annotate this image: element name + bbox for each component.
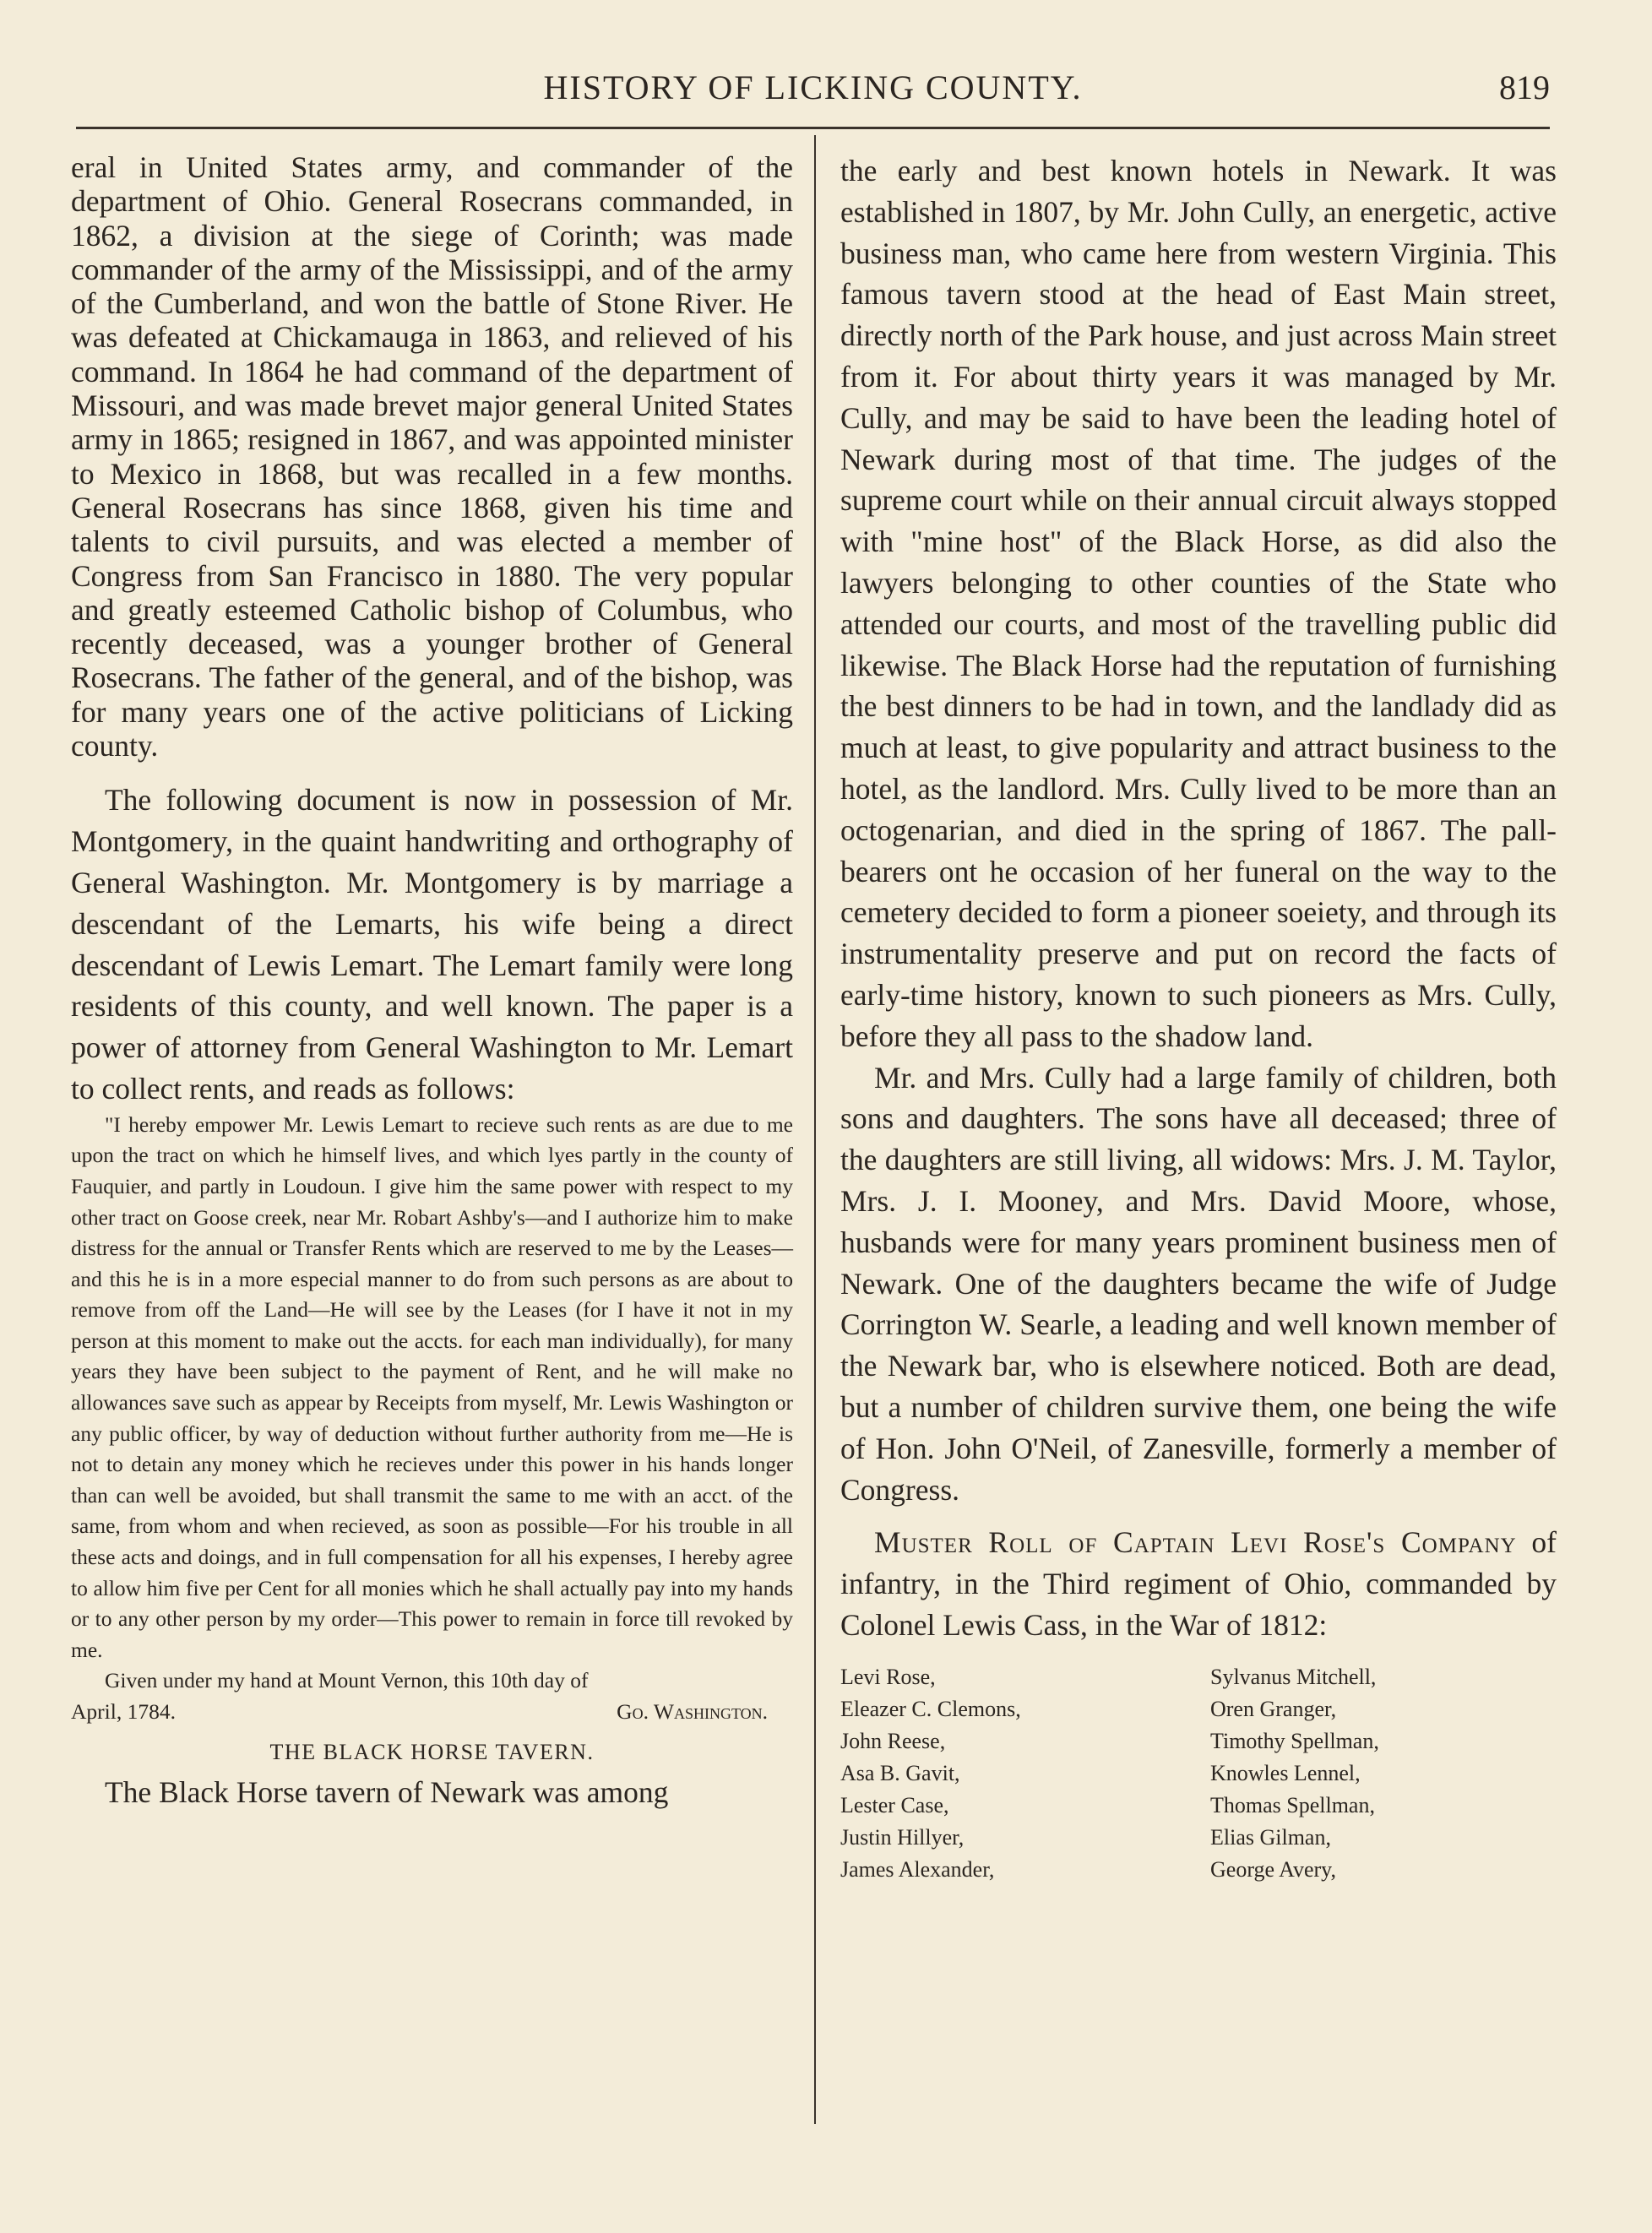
- muster-roll-list: [840, 1661, 1557, 1886]
- page-header: [76, 68, 1550, 118]
- roll-column-right: [1210, 1661, 1557, 1886]
- washington-quote: "I hereby empower Mr. Lewis Lemart to recieve such rents as are due to me upon the tract on which he himself lives, and which lyes partly in the county of Fauquier, and partly in Loudoun. I give him the same power with respect to my other tract on Goose creek, near Mr. Robart Ashby's—and I authorize him to make distress for the annual or Transfer Rents which are reserved to me by the Leases—and this he is in a more especial manner to do from such persons as are about to remove from off the Land—He will see by the Leases (for I have it not in my person at this moment to make out the accts. for each man individually), for many years they have been subject to the payment of Rent, and he will make no allowances save such as appear by Receipts from myself, Mr. Lewis Washington or any public officer, by way of deduction without further authority from me—He is not to detain any money which he recieves under this power in his hands longer than can well be avoided, but shall transmit the same to me with an acct. of the same, from whom and when recieved, as soon as possible—For his trouble in all these acts and doings, and in full compensation for all his expenses, I hereby agree to allow him five per Cent for all monies which he shall actually pay into my hands or to any other person by my order—This power to remain in force till revoked by me.: [71, 1111, 793, 1662]
- muster-roll-intro: [840, 1522, 1557, 1645]
- roll-name: Timothy Spellman,: [1210, 1728, 1379, 1753]
- roll-name: James Alexander,: [840, 1856, 995, 1882]
- document-intro-paragraph: The following document is now in possession of Mr. Montgomery, in the quaint handwriting and orthography of General Washington. Mr. Montgomery is by marriage a descendant of the Lemarts, his wife being a direct descendant of Lewis Lemart. The Lemart family were long residents of this county, and well known. The paper is a power of attorney from General Washington to Mr. Lemart to collect rents, and reads as follows:: [71, 783, 793, 1106]
- tavern-paragraph-start: The Black Horse tavern of Newark was among: [105, 1774, 669, 1809]
- roll-name: Oren Granger,: [1210, 1696, 1337, 1721]
- section-heading: THE BLACK HORSE TAVERN.: [269, 1739, 595, 1764]
- cully-family-paragraph: Mr. and Mrs. Cully had a large family of children, both sons and daughters. The sons have all deceased; three of the daughters are still living, all widows: Mrs. J. M. Taylor, Mrs. J. I. Mooney, and Mrs. David Moore, whose, husbands were for many years prominent business men of Newark. One of the daughters became the wife of Judge Corrington W. Searle, a leading and well known member of the Newark bar, who is elsewhere noticed. Both are dead, but a number of children survive them, one being the wife of Hon. John O'Neil, of Zanesville, formerly a member of Congress.: [840, 1060, 1557, 1507]
- running-title: HISTORY OF LICKING COUNTY.: [543, 68, 1083, 106]
- roll-column-left: [840, 1661, 1210, 1886]
- header-rule: [76, 127, 1550, 129]
- document-date: April, 1784.: [71, 1699, 176, 1724]
- roll-name: Asa B. Gavit,: [840, 1760, 960, 1785]
- signature-line: [71, 1697, 793, 1728]
- rosecrans-paragraph: eral in United States army, and commander of the department of Ohio. General Rosecrans commanded, in 1862, a division at the siege of Corinth; was made commander of the army of the Mississippi, and of the army of the Cumberland, and won the battle of Stone River. He was defeated at Chickamauga in 1863, and relieved of his command. In 1864 he had command of the department of Missouri, and was made brevet major general United States army in 1865; resigned in 1867, and was appointed minister to Mexico in 1868, but was recalled in a few months. General Rosecrans has since 1868, given his time and talents to civil pursuits, and was elected a member of Congress from San Francisco in 1880. The very popular and greatly esteemed Catholic bishop of Columbus, who recently deceased, was a younger brother of General Rosecrans. The father of the general, and of the bishop, was for many years one of the active politicians of Licking county.: [71, 150, 793, 763]
- roll-name: Elias Gilman,: [1210, 1824, 1331, 1850]
- roll-name: Lester Case,: [840, 1792, 949, 1817]
- column-divider: [814, 135, 816, 2124]
- muster-roll-text: of infantry, in the Third regiment of Ohio, commanded by Colonel Lewis Cass, in the War of 1812:: [840, 1525, 1557, 1642]
- roll-name: Eleazer C. Clemons,: [840, 1696, 1021, 1721]
- page-number: 819: [1499, 68, 1550, 106]
- roll-name: George Avery,: [1210, 1856, 1336, 1882]
- roll-name: John Reese,: [840, 1728, 946, 1753]
- given-line: Given under my hand at Mount Vernon, this 10th day of: [105, 1668, 589, 1693]
- roll-name: Levi Rose,: [840, 1664, 936, 1689]
- tavern-paragraph-continued: the early and best known hotels in Newark. It was established in 1807, by Mr. John Cully, an energetic, active business man, who came here from western Virginia. This famous tavern stood at the head of East Main street, directly north of the Park house, and just across Main street from it. For about thirty years it was managed by Mr. Cully, and may be said to have been the leading hotel of Newark during most of that time. The judges of the supreme court while on their annual circuit always stopped with "mine host" of the Black Horse, as did also the lawyers belonging to other counties of the State who attended our courts, and most of the travelling public did likewise. The Black Horse had the reputation of furnishing the best dinners to be had in town, and the landlady did as much at least, to give popularity and attract business to the hotel, as the landlord. Mrs. Cully lived to be more than an octogenarian, and died in the spring of 1867. The pall-bearers ont he occasion of her funeral on the way to the cemetery decided to form a pioneer soeiety, and through its instrumentality preserve and put on record the facts of early-time history, known to such pioneers as Mrs. Cully, before they all pass to the shadow land.: [840, 154, 1557, 1053]
- right-column: [840, 150, 1557, 1886]
- signature: Go. Washington.: [617, 1699, 768, 1724]
- roll-name: Knowles Lennel,: [1210, 1760, 1361, 1785]
- muster-roll-heading: Muster Roll of Captain Levi Rose's Company: [874, 1525, 1517, 1560]
- left-column: [71, 150, 793, 1812]
- roll-name: Justin Hillyer,: [840, 1824, 965, 1850]
- roll-name: Thomas Spellman,: [1210, 1792, 1375, 1817]
- roll-name: Sylvanus Mitchell,: [1210, 1664, 1377, 1689]
